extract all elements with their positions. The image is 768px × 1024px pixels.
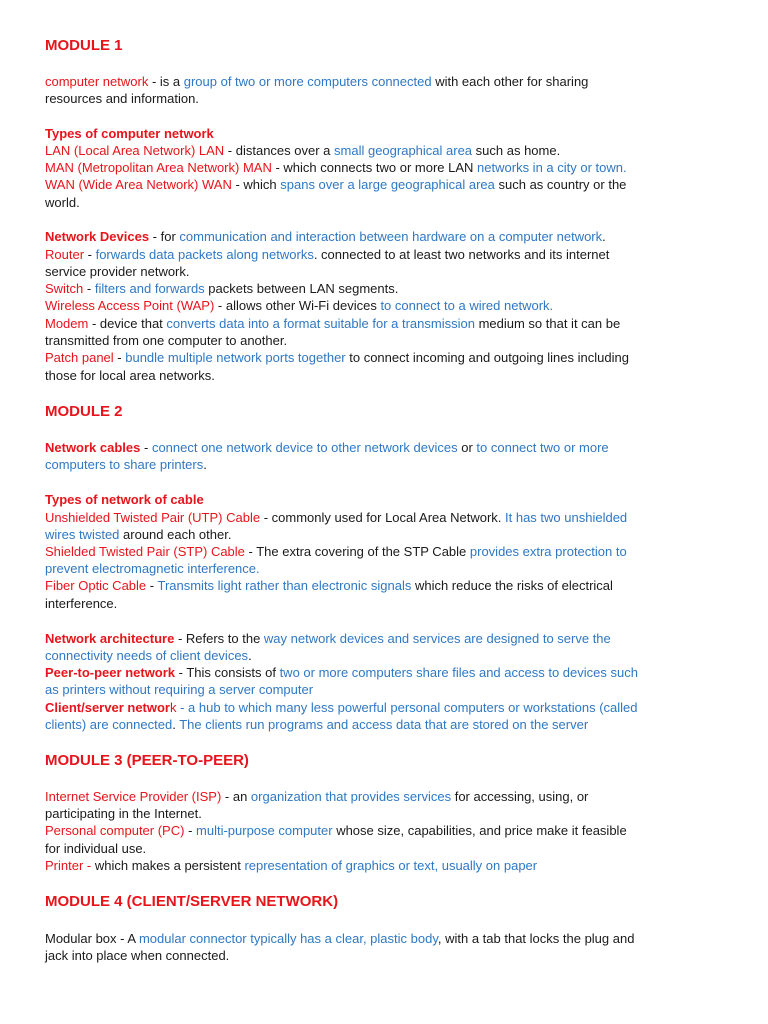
- text-line: [45, 176, 626, 193]
- text-line: [45, 681, 313, 698]
- term-text: k: [170, 700, 177, 715]
- text-line: [45, 509, 627, 526]
- text-line: [45, 159, 627, 176]
- text-line: [45, 315, 620, 332]
- term-text: computer network: [45, 74, 149, 89]
- text-line: [45, 73, 588, 90]
- highlight-text: connect one network device to other network devices: [151, 440, 458, 455]
- text-line: [45, 947, 229, 964]
- text-line: [45, 280, 398, 297]
- text-line: [45, 263, 190, 280]
- body-text: around each other.: [119, 527, 232, 542]
- term-text: Client/server networ: [45, 700, 170, 715]
- term-text: Network cables: [45, 440, 141, 455]
- body-text: . connected to at least two networks and its internet: [313, 247, 610, 262]
- body-text: or: [457, 440, 477, 455]
- body-text: for accessing, using, or: [451, 789, 589, 804]
- highlight-text: computers to share printers: [45, 457, 204, 472]
- highlight-text: as printers without requiring a server computer: [45, 682, 314, 697]
- text-line: [45, 664, 638, 681]
- text-line: [45, 595, 117, 612]
- body-text: jack into place when connected.: [45, 948, 230, 963]
- body-text: which makes a persistent: [94, 858, 245, 873]
- body-text: - This consists of: [175, 665, 280, 680]
- highlight-text: filters and forwards: [94, 281, 205, 296]
- term-text: Types of network of cable: [45, 492, 204, 507]
- body-text: with each other for sharing: [431, 74, 589, 89]
- highlight-text: The clients run programs and access data that are stored on the server: [179, 717, 589, 732]
- body-text: Modular box - A: [45, 931, 139, 946]
- text-line: [45, 560, 260, 577]
- term-text: Types of computer network: [45, 126, 214, 141]
- body-text: - commonly used for Local Area Network.: [260, 510, 506, 525]
- text-line: [45, 577, 613, 594]
- body-text: .: [602, 229, 606, 244]
- body-text: - allows other Wi-Fi devices: [214, 298, 381, 313]
- body-text: -: [83, 281, 95, 296]
- term-text: MODULE 1: [45, 37, 123, 54]
- body-text: whose size, capabilities, and price make it feasible: [332, 823, 627, 838]
- section-heading: [45, 752, 249, 769]
- term-text: Modem: [45, 316, 89, 331]
- text-line: [45, 647, 252, 664]
- highlight-text: networks in a city or town.: [477, 160, 627, 175]
- highlight-text: multi-purpose computer: [196, 823, 333, 838]
- text-line: [45, 349, 629, 366]
- subheading: [45, 125, 214, 142]
- term-text: LAN (Local Area Network) LAN: [45, 143, 225, 158]
- text-line: [45, 788, 588, 805]
- body-text: - for: [149, 229, 180, 244]
- body-text: -: [113, 350, 126, 365]
- subheading: [45, 491, 204, 508]
- text-line: [45, 857, 537, 874]
- body-text: - which: [231, 177, 281, 192]
- body-text: - device that: [88, 316, 167, 331]
- body-text: -: [146, 578, 158, 593]
- highlight-text: two or more computers share files and access to devices such: [279, 665, 638, 680]
- term-text: Internet Service Provider (ISP): [45, 789, 222, 804]
- text-line: [45, 526, 231, 543]
- term-text: Patch panel: [45, 350, 114, 365]
- highlight-text: clients) are connected: [45, 717, 173, 732]
- term-text: Router: [45, 247, 85, 262]
- body-text: world.: [45, 195, 80, 210]
- body-text: - an: [221, 789, 251, 804]
- term-text: Network architecture: [45, 631, 175, 646]
- body-text: transmitted from one computer to another.: [45, 333, 288, 348]
- highlight-text: communication and interaction between hardware on a computer network: [179, 229, 603, 244]
- body-text: such as home.: [472, 143, 561, 158]
- body-text: participating in the Internet.: [45, 806, 202, 821]
- body-text: .: [203, 457, 207, 472]
- highlight-text: forwards data packets along networks: [95, 247, 314, 262]
- term-text: Unshielded Twisted Pair (UTP) Cable: [45, 510, 261, 525]
- text-line: [45, 840, 146, 857]
- body-text: - is a: [148, 74, 184, 89]
- highlight-text: provides extra protection to: [469, 544, 627, 559]
- highlight-text: prevent electromagnetic interference.: [45, 561, 260, 576]
- term-text: -: [83, 858, 95, 873]
- section-heading: [45, 403, 123, 420]
- text-line: [45, 367, 215, 384]
- highlight-text: - a hub to which many less powerful personal computers or workstations (called: [176, 700, 638, 715]
- body-text: .: [248, 648, 252, 663]
- term-text: Wireless Access Point (WAP): [45, 298, 215, 313]
- body-text: - The extra covering of the STP Cable: [244, 544, 470, 559]
- body-text: , with a tab that locks the plug and: [437, 931, 635, 946]
- body-text: medium so that it can be: [474, 316, 621, 331]
- body-text: which reduce the risks of electrical: [411, 578, 613, 593]
- body-text: for individual use.: [45, 841, 147, 856]
- term-text: Shielded Twisted Pair (STP) Cable: [45, 544, 245, 559]
- text-line: [45, 805, 202, 822]
- term-text: Switch: [45, 281, 84, 296]
- highlight-text: converts data into a format suitable for a transmission: [166, 316, 475, 331]
- body-text: interference.: [45, 596, 118, 611]
- highlight-text: modular connector typically has a clear, plastic body: [138, 931, 438, 946]
- body-text: - which connects two or more LAN: [271, 160, 478, 175]
- highlight-text: group of two or more computers connected: [183, 74, 432, 89]
- text-line: [45, 930, 634, 947]
- highlight-text: bundle multiple network ports together: [125, 350, 346, 365]
- term-text: Network Devices: [45, 229, 150, 244]
- text-line: [45, 716, 588, 733]
- term-text: WAN (Wide Area Network) WAN: [45, 177, 232, 192]
- highlight-text: wires twisted: [45, 527, 120, 542]
- term-text: Fiber Optic Cable: [45, 578, 147, 593]
- text-line: [45, 439, 609, 456]
- highlight-text: to connect two or more: [476, 440, 609, 455]
- body-text: -: [84, 247, 96, 262]
- text-line: [45, 142, 560, 159]
- highlight-text: spans over a large geographical area: [280, 177, 495, 192]
- body-text: such as country or the: [494, 177, 627, 192]
- section-heading: [45, 37, 123, 54]
- highlight-text: organization that provides services: [250, 789, 452, 804]
- text-line: [45, 90, 199, 107]
- highlight-text: It has two unshielded: [505, 510, 628, 525]
- term-text: MAN (Metropolitan Area Network) MAN: [45, 160, 272, 175]
- highlight-text: to connect to a wired network.: [380, 298, 554, 313]
- text-line: [45, 822, 627, 839]
- body-text: those for local area networks.: [45, 368, 215, 383]
- body-text: resources and information.: [45, 91, 199, 106]
- body-text: -: [140, 440, 152, 455]
- term-text: Printer: [45, 858, 84, 873]
- highlight-text: connectivity needs of client devices: [45, 648, 249, 663]
- body-text: - Refers to the: [174, 631, 264, 646]
- text-line: [45, 332, 287, 349]
- text-line: [45, 630, 611, 647]
- term-text: Peer-to-peer network: [45, 665, 176, 680]
- text-line: [45, 228, 606, 245]
- body-text: - distances over a: [224, 143, 335, 158]
- highlight-text: representation of graphics or text, usually on paper: [244, 858, 538, 873]
- body-text: -: [184, 823, 197, 838]
- term-text: MODULE 4 (CLIENT/SERVER NETWORK): [45, 893, 339, 910]
- highlight-text: small geographical area: [334, 143, 473, 158]
- body-text: service provider network.: [45, 264, 190, 279]
- text-line: [45, 194, 80, 211]
- term-text: Personal computer (PC): [45, 823, 185, 838]
- text-line: [45, 456, 207, 473]
- term-text: MODULE 3 (PEER-TO-PEER): [45, 752, 249, 769]
- text-line: [45, 297, 553, 314]
- text-line: [45, 246, 609, 263]
- term-text: MODULE 2: [45, 403, 123, 420]
- highlight-text: Transmits light rather than electronic signals: [157, 578, 412, 593]
- body-text: packets between LAN segments.: [204, 281, 399, 296]
- highlight-text: way network devices and services are designed to serve the: [263, 631, 611, 646]
- body-text: to connect incoming and outgoing lines including: [345, 350, 629, 365]
- text-line: [45, 699, 638, 716]
- text-line: [45, 543, 627, 560]
- body-text: .: [172, 717, 180, 732]
- section-heading: [45, 893, 338, 910]
